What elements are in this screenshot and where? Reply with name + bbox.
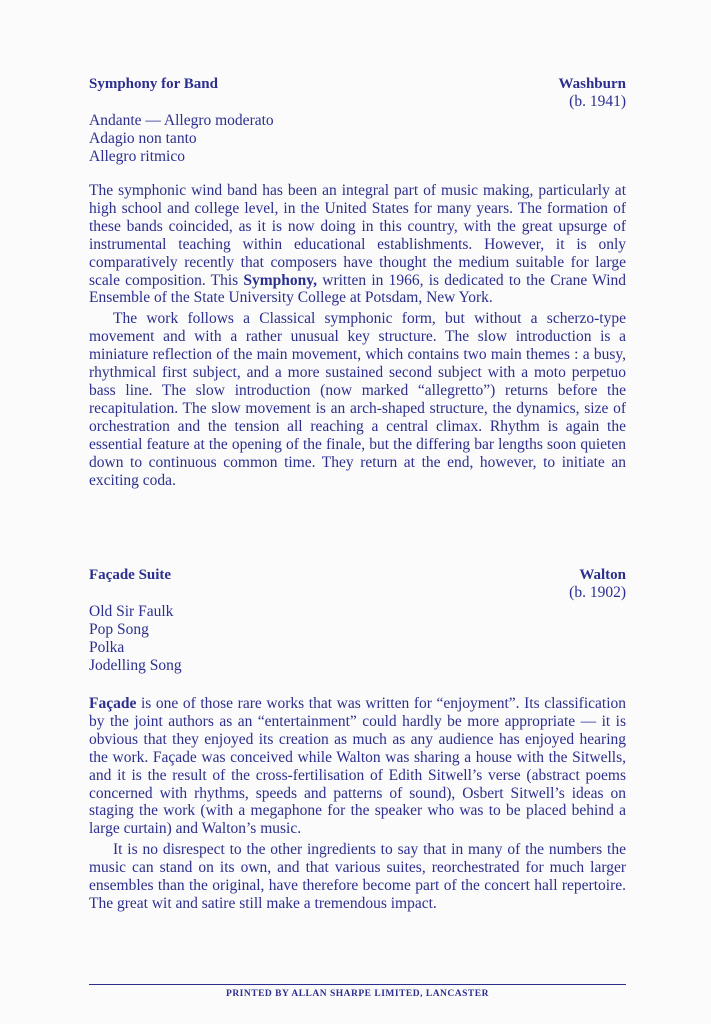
program-note-paragraph: The work follows a Classical symphonic form, but without a scherzo-type movement and with a rather unusual key structure. The slow introduction is a miniature reflection of the main movement, which contains two main themes : a busy, rhythmical first subject, and a more sustained second subject with a moto perpetuo bass line. The slow introduction (now marked “allegretto”) returns before the recapitulation. The slow movement is an arch-shaped structure, the dynamics, size of orchestration and the tension all reaching a central climax. Rhythm is again the essential feature at the opening of the finale, but the differing bar lengths soon quieten down to continuous common time. They return at the end, however, to initiate an exciting coda. — [89, 310, 626, 489]
program-note-paragraph — [89, 695, 626, 838]
emphasized-work-title: Symphony, — [243, 271, 318, 289]
movement-item: Allegro ritmico — [89, 148, 185, 165]
piece-facade-suite — [89, 565, 626, 913]
composer-name: Walton — [579, 567, 626, 583]
footer-rule — [89, 984, 626, 985]
movement-item: Jodelling Song — [89, 657, 182, 674]
movement-list — [89, 603, 626, 675]
program-note-paragraph — [89, 182, 626, 307]
paragraph-text: is one of those rare works that was written for “enjoyment”. Its classification by the joint authors as an “entertainment” could hardly be more appropriate — it is obvious that they enjoyed its creation as much as any audience has enjoyed hearing the work. Façade was conceived while Walton was sharing a house with the Sitwells, and it is the result of the cross-fertilisation of Edith Sitwell’s verse (abstract poems concerned with rhythms, speeds and patterns of sound), Osbert Sitwell’s ideas on staging the work (with a megaphone for the speaker who was to be placed behind a large curtain) and Walton’s music. — [89, 695, 626, 838]
piece-title: Symphony for Band — [89, 76, 218, 92]
movement-item: Pop Song — [89, 621, 149, 638]
movement-item: Andante — Allegro moderato — [89, 112, 274, 129]
composer-name: Washburn — [558, 76, 626, 92]
piece-symphony-for-band — [89, 74, 626, 489]
piece-title: Façade Suite — [89, 567, 172, 583]
movement-list — [89, 112, 626, 166]
program-note-paragraph: It is no disrespect to the other ingredients to say that in many of the numbers the music can stand on its own, and that various suites, reorchestrated for much larger ensembles than the original, have therefore become part of the concert hall repertoire. The great wit and satire still make a tremendous impact. — [89, 841, 626, 912]
paragraph-text: written in 1966, is dedicated to the Crane Wind Ensemble of the State University College at Potsdam, New York. — [89, 271, 626, 307]
printer-credit: PRINTED BY ALLAN SHARPE LIMITED, LANCASTER — [226, 989, 489, 999]
movement-item: Polka — [89, 639, 125, 656]
composer-dates: (b. 1941) — [569, 93, 626, 110]
paragraph-text: The symphonic wind band has been an integral part of music making, particularly at high school and college level, in the United States for many years. The formation of these bands coincided, as it is now doing in this country, with the great upsurge of instrumental teaching within educational establishments. However, it is only comparatively recently that composers have thought the medium suitable for large scale composition. This — [89, 182, 626, 289]
composer-dates: (b. 1902) — [569, 584, 626, 601]
movement-item: Adagio non tanto — [89, 130, 197, 147]
movement-item: Old Sir Faulk — [89, 603, 174, 620]
piece-header — [89, 74, 626, 108]
emphasized-work-title: Façade — [89, 695, 137, 712]
piece-header — [89, 565, 626, 599]
